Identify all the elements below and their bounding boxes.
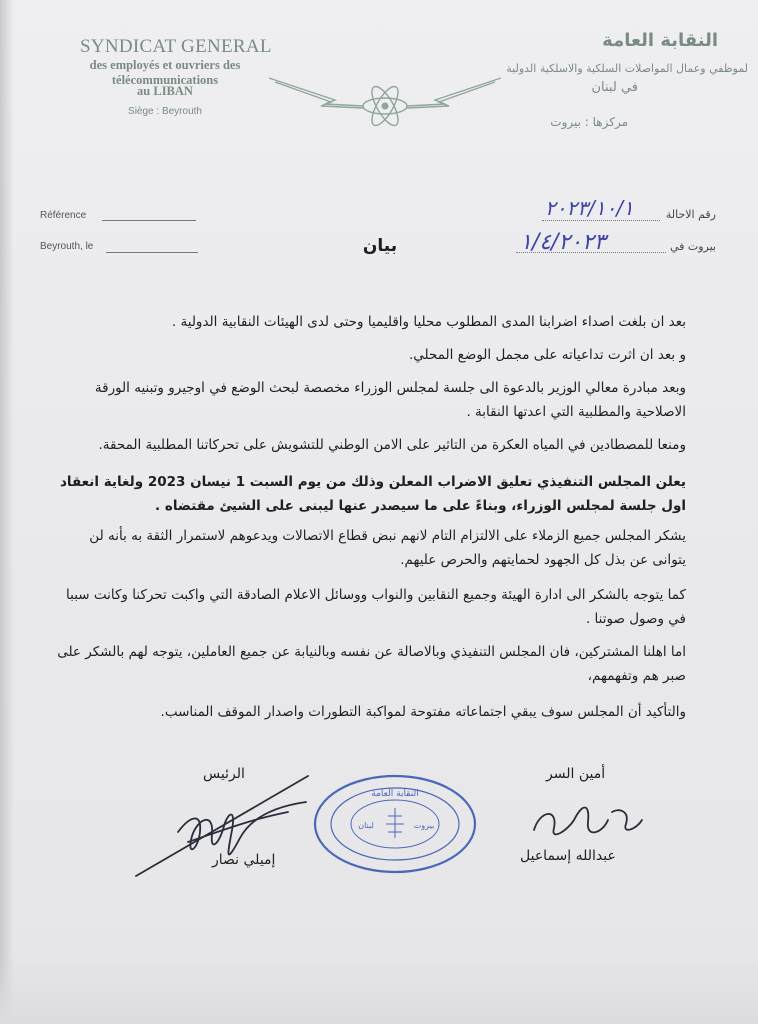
page-edge-shadow (0, 0, 14, 1024)
stamp-top-text: النقابة العامة (371, 789, 419, 799)
reference-line-ar (542, 220, 660, 221)
stamp-left-text: لبنان (358, 821, 374, 830)
letterhead-fr-title: SYNDICAT GENERAL (80, 36, 272, 57)
date-line-fr (106, 252, 198, 253)
president-signature-icon (128, 772, 318, 884)
date-label-fr: Beyrouth, le (40, 241, 94, 252)
paragraph-6: يشكر المجلس جميع الزملاء على الالتزام التام لانهم نبض قطاع الاتصالات ويدعوهم لاستمرار الثقة به بأنه لن يتوانى عن بذل كل الجهود لحمايتهم والحرص عليهم. (89, 528, 686, 568)
date-label-ar: بيروت في (669, 240, 716, 253)
paragraph-1: بعد ان بلغت اصداء اضرابنا المدى المطلوب محليا واقليميا وحتى لدى الهيئات النقابية الدولية . (171, 314, 686, 330)
paragraph-4: ومنعا للمصطادين في المياه العكرة من التاثير على الامن الوطني للتشويش على تحركاتنا المطلبية المحقة. (98, 437, 686, 453)
atom-lightning-logo-icon (265, 70, 505, 134)
letterhead-ar-subtitle: لموظفي وعمال المواصلات السلكية والاسلكية الدولية (506, 62, 748, 75)
paragraph-7: كما يتوجه بالشكر الى ادارة الهيئة وجميع النقابين والنواب ووسائل الاعلام الصادقة التي واكبت تحركنا وكانت سببا في وصول صوتنا . (66, 587, 686, 627)
official-stamp-icon (312, 772, 478, 876)
paragraph-5-announcement: يعلن المجلس التنفيذي تعليق الاضراب المعلن وذلك من يوم السبت 1 نيسان 2023 ولغاية انعقاد اول جلسة لمجلس الوزراء، وبناءً على ما سيصدر عنها ليبنى على الشيئ مقتضاه . (59, 474, 686, 514)
president-title: الرئيس (203, 766, 245, 782)
paragraph-3: وبعد مبادرة معالي الوزير بالدعوة الى جلسة لمجلس الوزراء مخصصة لبحث الوضع في اوجيرو وتبنيه الورقة الاصلاحية والمطلبية التي اعدتها النقابة . (94, 380, 686, 420)
paragraph-2: و بعد ان اثرت تداعياته على مجمل الوضع المحلي. (408, 347, 686, 363)
secretary-title: أمين السر (546, 766, 606, 782)
reference-label-ar: رقم الاحالة (665, 208, 716, 221)
statement-title: بيان (362, 236, 398, 256)
letterhead-ar-seat: مركزها : بيروت (550, 115, 628, 129)
paragraph-8: اما اهلنا المشتركين، فان المجلس التنفيذي وبالاصالة عن نفسه وبالنيابة عن جميع العاملين، يتوجه لهم بالشكر على صبر هم وتفهمهم، (57, 644, 686, 684)
page-bottom-shadow (0, 954, 758, 1024)
handwritten-date: ١/٤/٢٠٢٣ (520, 230, 606, 255)
reference-label-fr: Référence (40, 210, 87, 221)
stamp-right-text: بيروت (413, 821, 435, 830)
reference-line-fr (102, 220, 196, 221)
letterhead-ar-title: النقابة العامة (602, 30, 718, 51)
letterhead-ar-country: في لبنان (591, 80, 638, 95)
president-name: إميلي نصار (212, 852, 276, 868)
handwritten-reference-number: ٢٠٢٣/١٠/١ (545, 196, 634, 220)
secretary-signature-icon (528, 790, 648, 850)
letterhead-fr-seat: Siège : Beyrouth (128, 106, 202, 117)
secretary-name: عبدالله إسماعيل (520, 848, 616, 864)
letterhead-fr-subtitle: des employés et ouvriers des télécommunications (89, 58, 241, 87)
paragraph-9: والتأكيد أن المجلس سوف يبقي اجتماعاته مفتوحة لمواكبة التطورات واصدار الموقف المناسب. (160, 704, 686, 720)
letterhead-fr-country: au LIBAN (137, 84, 193, 98)
